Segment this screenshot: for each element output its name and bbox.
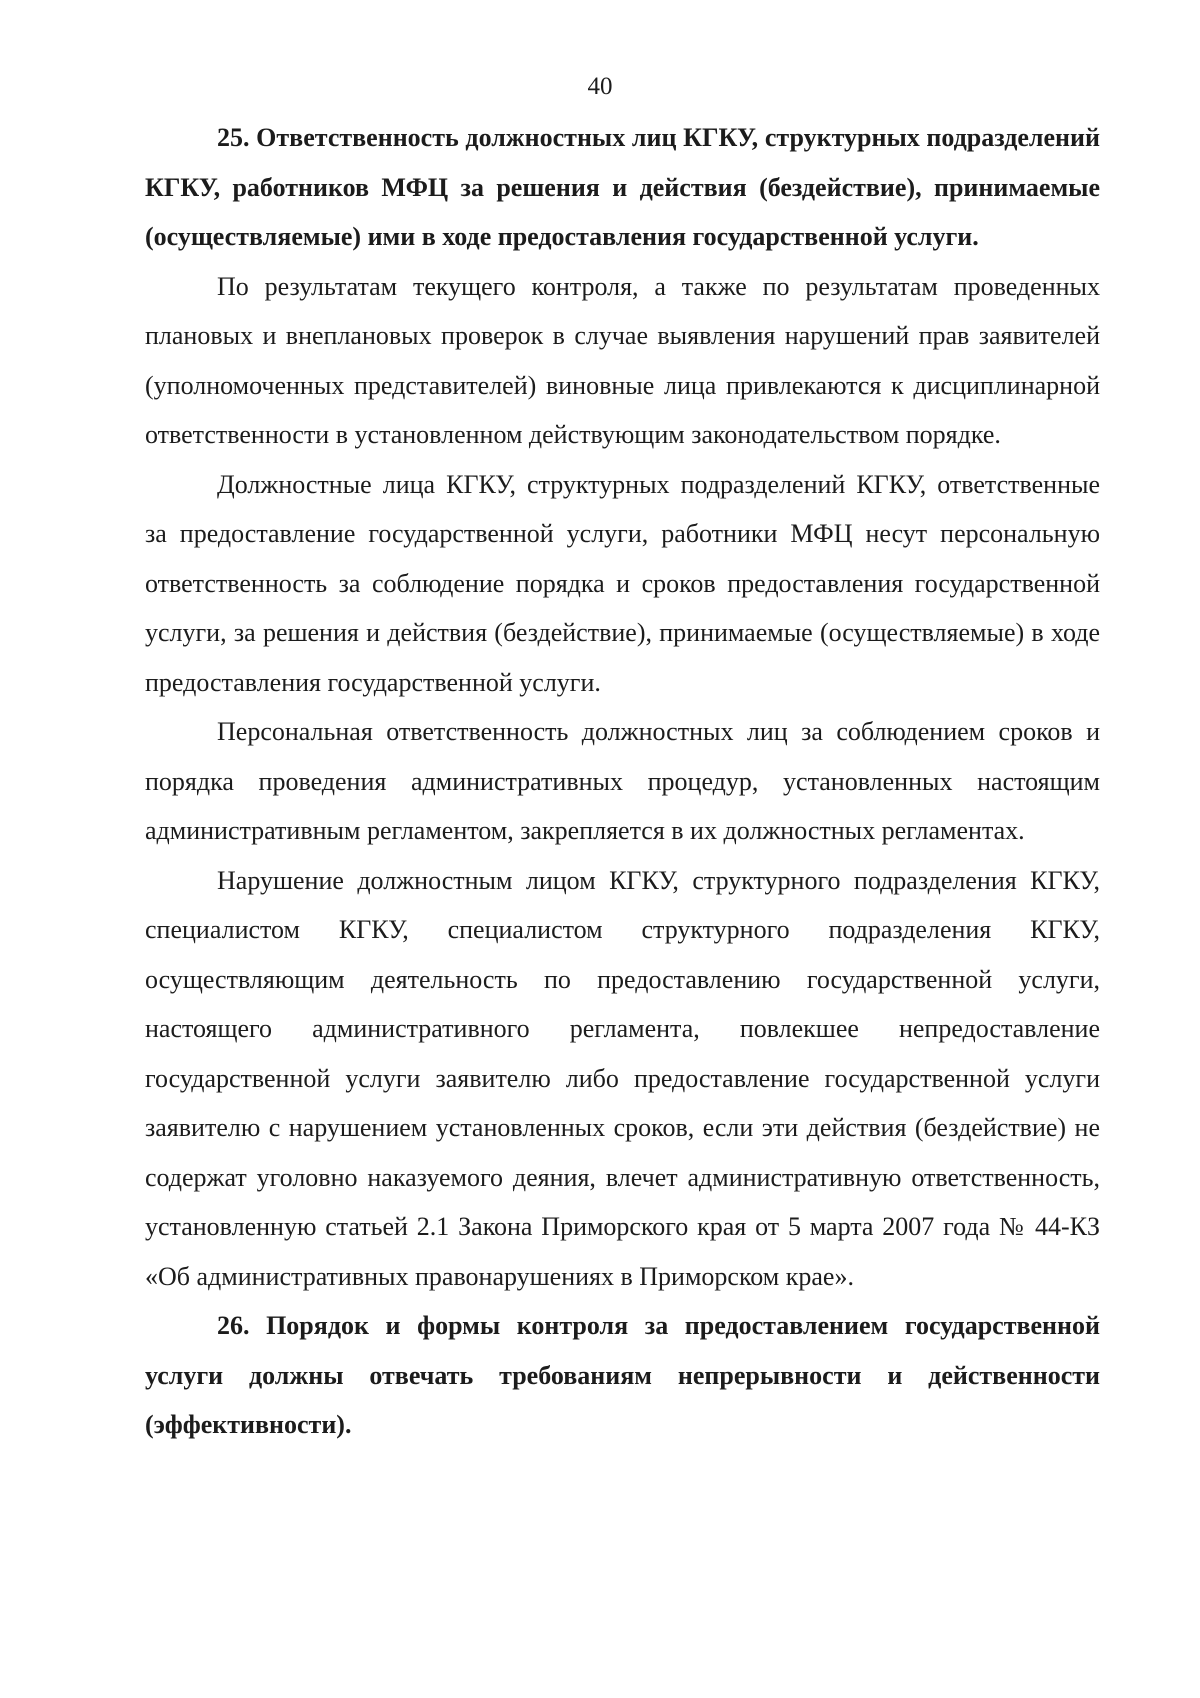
paragraph-disciplinary-liability: По результатам текущего контроля, а также по результатам проведенных плановых и внеплановых проверок в случае выявления нарушений прав заявителей (уполномоченных представителей) виновные лица привлекаются к дисциплинарной ответственности в установленном действующим законодательством порядке. [145,271,1100,449]
document-body [145,113,1100,1450]
page-number: 40 [587,73,613,100]
paragraph-personal-responsibility: Должностные лица КГКУ, структурных подразделений КГКУ, ответственные за предоставление государственной услуги, работники МФЦ несут персональную ответственность за соблюдение порядка и сроков предоставления государственной услуги, за решения и действия (бездействие), принимаемые (осуществляемые) в ходе предоставления государственной услуги. [145,469,1100,697]
paragraph-job-regulations: Персональная ответственность должностных лиц за соблюдением сроков и порядка проведения административных процедур, установленных настоящим административным регламентом, закрепляется в их должностных регламентах. [145,717,1100,845]
section-25-heading: 25. Ответственность должностных лиц КГКУ, структурных подразделений КГКУ, работников МФЦ за решения и действия (бездействие), принимаемые (осуществляемые) ими в ходе предоставления государственной услуги. [145,123,1100,251]
section-26-heading: 26. Порядок и формы контроля за предоставлением государственной услуги должны отвечать требованиям непрерывности и действенности (эффективности). [145,1311,1100,1439]
paragraph-administrative-liability: Нарушение должностным лицом КГКУ, структурного подразделения КГКУ, специалистом КГКУ, специалистом структурного подразделения КГКУ, осуществляющим деятельность по предоставлению государственной услуги, настоящего административного регламента, повлекшее непредоставление государственной услуги заявителю либо предоставление государственной услуги заявителю с нарушением установленных сроков, если эти действия (бездействие) не содержат уголовно наказуемого деяния, влечет административную ответственность, установленную статьей 2.1 Закона Приморского края от 5 марта 2007 года № 44-КЗ «Об административных правонарушениях в Приморском крае». [145,865,1100,1291]
